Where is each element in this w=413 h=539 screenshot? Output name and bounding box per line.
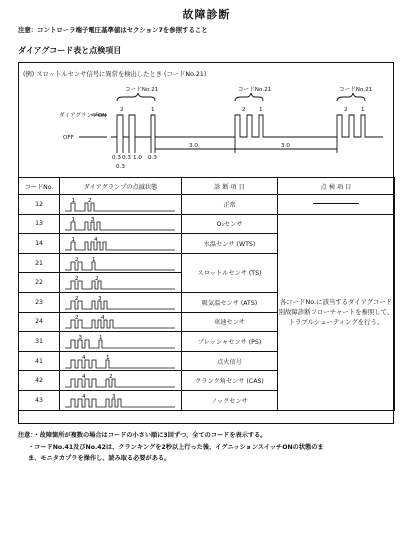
count-2-b: 2: [242, 107, 246, 113]
count-2-a: 2: [120, 107, 124, 113]
diag-item: 正常: [182, 195, 278, 215]
flash-count-first: 4: [81, 354, 85, 361]
diag-item: クランク角センサ (CAS): [182, 371, 278, 391]
page-title: 故障診断: [182, 8, 231, 21]
flash-count-second: 2: [87, 197, 91, 204]
count-1-c: 1: [361, 107, 365, 113]
flash-count-first: 2: [74, 256, 78, 263]
flash-count-first: 1: [71, 217, 75, 224]
header-code: コードNo.: [19, 178, 60, 195]
time-4: 0.3: [116, 164, 125, 170]
flash-waveform: [65, 320, 175, 328]
count-1-a: 1: [151, 107, 155, 113]
flash-count-second: 1: [91, 256, 95, 263]
flash-count-second: 3: [90, 217, 94, 224]
flash-pattern-14: [63, 235, 179, 252]
header-diag-item: 診 断 項 目: [182, 178, 278, 195]
section-heading: ダイアグコード表と点検項目: [18, 46, 122, 55]
code-brace-2: [235, 93, 263, 101]
code-number: 14: [19, 234, 60, 254]
time-2: 1.0: [133, 155, 142, 161]
flash-state-cell: [60, 214, 182, 234]
flash-waveform: [65, 242, 175, 250]
diag-item: スロットルセンサ (TS): [182, 253, 278, 292]
flash-count-first: 1: [71, 197, 75, 204]
diag-item: 車速センサ: [182, 312, 278, 332]
flash-count-second: 2: [94, 276, 98, 283]
diag-item: 点火信号: [182, 351, 278, 371]
check-item-instruction: 各コードNo.に該当するダイアグコード別故障診断フローチャートを参照して、トラブルシューティングを行う。: [278, 214, 395, 410]
flash-count-second: 2: [108, 374, 112, 381]
example-caption: (例) スロットルセンサ信号に異常を検出したとき (コードNo.21): [23, 71, 207, 78]
code-number: 24: [19, 312, 60, 332]
time-1: 0.3: [122, 155, 131, 161]
flash-waveform: [65, 379, 175, 387]
code-number: 42: [19, 371, 60, 391]
footer-note-1: 注意：・故障箇所が複数の場合はコードの小さい順に3回ずつ、全てのコードを表示する。: [18, 432, 267, 439]
code-number: 41: [19, 351, 60, 371]
flash-count-first: 3: [78, 334, 82, 341]
flash-waveform: [65, 399, 175, 407]
flash-state-cell: [60, 371, 182, 391]
code-brace-3: [337, 93, 365, 101]
header-flash: ダイアグランプの点滅状態: [60, 178, 182, 195]
code-number: 23: [19, 292, 60, 312]
flash-pattern-21: [63, 255, 179, 272]
footer-note-3: ま、モニタカプラを操作し、読み取る必要がある。: [28, 455, 171, 462]
flash-pattern-13: [63, 215, 179, 232]
flash-count-first: 2: [74, 315, 78, 322]
footer-note-2: ・コードNo.41及びNo.42は、クランキングを2秒以上行った後、イグニッションスイッチONの状態のま: [28, 444, 324, 451]
flash-state-cell: [60, 292, 182, 312]
diag-code-table: [18, 177, 395, 411]
flash-waveform: [65, 203, 175, 211]
code-number: 12: [19, 195, 60, 215]
diag-item: ノックセンサ: [182, 390, 278, 410]
flash-pattern-31: [63, 333, 179, 350]
flash-pattern-41: [63, 353, 179, 370]
check-item-normal: [278, 195, 395, 215]
reference-note: 注意：コントローラ端子電圧基準値はセクション7を参照すること: [18, 26, 208, 34]
code-label-3: コードNo.21: [339, 87, 373, 93]
flash-state-cell: [60, 273, 182, 293]
table-row: [19, 214, 395, 234]
flash-count-first: 1: [71, 236, 75, 243]
flash-waveform: [111, 115, 383, 137]
code-brace-1: [117, 93, 155, 101]
code-number: 43: [19, 390, 60, 410]
time-0: 0.3: [112, 155, 121, 161]
on-label: ダイアグランプON: [59, 113, 107, 119]
off-label: OFF: [63, 135, 74, 141]
time-3: 0.3: [148, 155, 157, 161]
diag-item: 吸気温センサ (ATS): [182, 292, 278, 312]
flash-state-cell: [60, 253, 182, 273]
count-2-c: 2: [344, 107, 348, 113]
flash-count-second: 1: [98, 334, 102, 341]
flash-count-first: 2: [74, 276, 78, 283]
code-label-1: コードNo.21: [125, 87, 159, 93]
flash-state-cell: [60, 351, 182, 371]
flash-state-cell: [60, 234, 182, 254]
diag-item: 水温センサ (WTS): [182, 234, 278, 254]
flash-waveform: [65, 301, 175, 309]
flash-pattern-22: [63, 274, 179, 291]
flash-count-second: 4: [100, 315, 104, 322]
flash-pattern-43: [63, 392, 179, 409]
flash-count-second: 3: [111, 393, 115, 400]
code-number: 21: [19, 253, 60, 273]
flash-waveform: [65, 340, 175, 348]
diag-item: プレッシャセンサ (PS): [182, 332, 278, 352]
flash-count-second: 4: [93, 236, 97, 243]
table-row: [19, 195, 395, 215]
timing-diagram: [19, 79, 395, 177]
flash-pattern-23: [63, 294, 179, 311]
interval-3s-2: 3.0: [281, 143, 290, 149]
flash-waveform: [65, 360, 175, 368]
flash-count-second: 3: [97, 295, 101, 302]
diag-item: O₂センサ: [182, 214, 278, 234]
flash-state-cell: [60, 390, 182, 410]
flash-pattern-42: [63, 372, 179, 389]
header-check-item: 点 検 項 目: [278, 178, 395, 195]
flash-state-cell: [60, 332, 182, 352]
flash-waveform: [65, 262, 175, 270]
flash-count-second: 1: [105, 354, 109, 361]
code-number: 31: [19, 332, 60, 352]
flash-pattern-12: [63, 196, 179, 213]
flash-count-first: 4: [81, 393, 85, 400]
count-1-b: 1: [259, 107, 263, 113]
code-label-2: コードNo.21: [238, 87, 272, 93]
flash-pattern-24: [63, 313, 179, 330]
flash-state-cell: [60, 312, 182, 332]
flash-waveform: [65, 222, 175, 230]
interval-3s-1: 3.0: [189, 143, 198, 149]
flash-waveform: [65, 281, 175, 289]
diag-code-panel: [18, 62, 394, 424]
code-number: 13: [19, 214, 60, 234]
flash-count-first: 4: [81, 374, 85, 381]
flash-count-first: 2: [74, 295, 78, 302]
no-check-dash: [313, 203, 359, 204]
flash-state-cell: [60, 195, 182, 215]
code-number: 22: [19, 273, 60, 293]
